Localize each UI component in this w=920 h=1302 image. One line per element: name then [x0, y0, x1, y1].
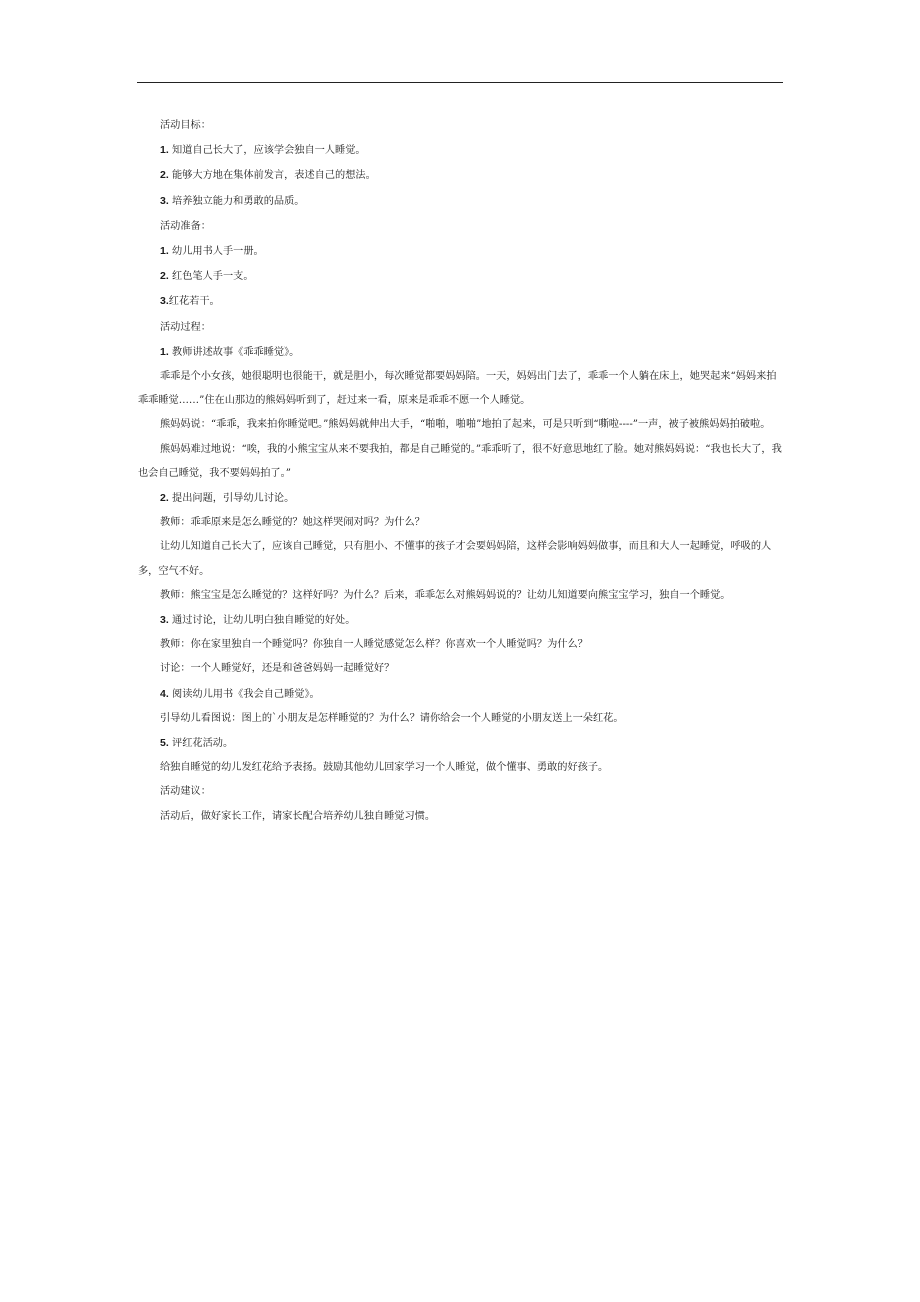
section-heading-preparation: 活动准备：	[160, 220, 211, 232]
document-body	[138, 113, 784, 829]
process-step-3: 3. 通过讨论，让幼儿明白独自睡觉的好处。	[160, 614, 356, 627]
teacher-question-3: 教师：你在家里独自一个睡觉吗？你独自一人睡觉感觉怎么样？你喜欢一个人睡觉吗？为什么？	[160, 639, 588, 651]
suggestion-paragraph: 活动后，做好家长工作，请家长配合培养幼儿独自睡觉习惯。	[160, 810, 436, 822]
process-step-2: 2. 提出问题，引导幼儿讨论。	[160, 492, 295, 505]
story-paragraph-3: 熊妈妈难过地说：“唉，我的小熊宝宝从来不要我拍，都是自己睡觉的。”乖乖听了，很不好意思地红了脸。她对熊妈妈说：“我也长大了，我也会自己睡觉，我不要妈妈拍了。”	[138, 443, 782, 479]
process-step-1: 1. 教师讲述故事《乖乖睡觉》。	[160, 345, 300, 358]
teacher-question-1: 教师：乖乖原来是怎么睡觉的？她这样哭闹对吗？为什么？	[160, 517, 425, 529]
section-heading-goals: 活动目标：	[160, 120, 211, 131]
story-paragraph-1: 乖乖是个小女孩，她很聪明也很能干，就是胆小，每次睡觉都要妈妈陪。一天，妈妈出门去了，乖乖一个人躺在床上，她哭起来“妈妈来拍乖乖睡觉……”住在山那边的熊妈妈听到了，赶过来一看，原来是乖乖不愿一个人睡觉。	[138, 371, 777, 407]
teacher-question-2: 教师：熊宝宝是怎么睡觉的？这样好吗？为什么？后来，乖乖怎么对熊妈妈说的？让幼儿知道要向熊宝宝学习，独自一个睡觉。	[160, 589, 731, 601]
discussion-question: 讨论：一个人睡觉好，还是和爸爸妈妈一起睡觉好？	[160, 663, 395, 675]
goal-item-2: 2. 能够大方地在集体前发言，表述自己的想法。	[160, 169, 376, 182]
goal-item-1: 1. 知道自己长大了，应该学会独自一人睡觉。	[160, 144, 366, 157]
preparation-item-2: 2. 红色笔人手一支。	[160, 270, 254, 283]
section-heading-process: 活动过程：	[160, 321, 211, 333]
section-heading-suggestions: 活动建议：	[160, 786, 211, 798]
process-step-4: 4. 阅读幼儿用书《我会自己睡觉》。	[160, 687, 320, 700]
reading-guidance: 引导幼儿看图说：图上的`小朋友是怎样睡觉的？为什么？请你给会一个人睡觉的小朋友送上一朵红花。	[160, 712, 624, 724]
story-paragraph-2: 熊妈妈说：“乖乖，我来拍你睡觉吧。”熊妈妈就伸出大手，“啪啪，啪啪”地拍了起来，可是只听到“嘶啦----”一声，被子被熊妈妈拍破啦。	[160, 419, 771, 431]
process-step-5: 5. 评红花活动。	[160, 737, 234, 750]
preparation-item-3: 3.红花若干。	[160, 295, 220, 308]
discussion-paragraph-1: 让幼儿知道自己长大了，应该自己睡觉，只有胆小、不懂事的孩子才会要妈妈陪，这样会影响妈妈做事，而且和大人一起睡觉，呼吸的人多，空气不好。	[138, 541, 772, 577]
goal-item-3: 3. 培养独立能力和勇敢的品质。	[160, 194, 305, 207]
header-rule	[137, 82, 783, 83]
praise-paragraph: 给独自睡觉的幼儿发红花给予表扬。鼓励其他幼儿回家学习一个人睡觉，做个懂事、勇敢的好孩子。	[160, 762, 609, 774]
preparation-item-1: 1. 幼儿用书人手一册。	[160, 245, 264, 258]
